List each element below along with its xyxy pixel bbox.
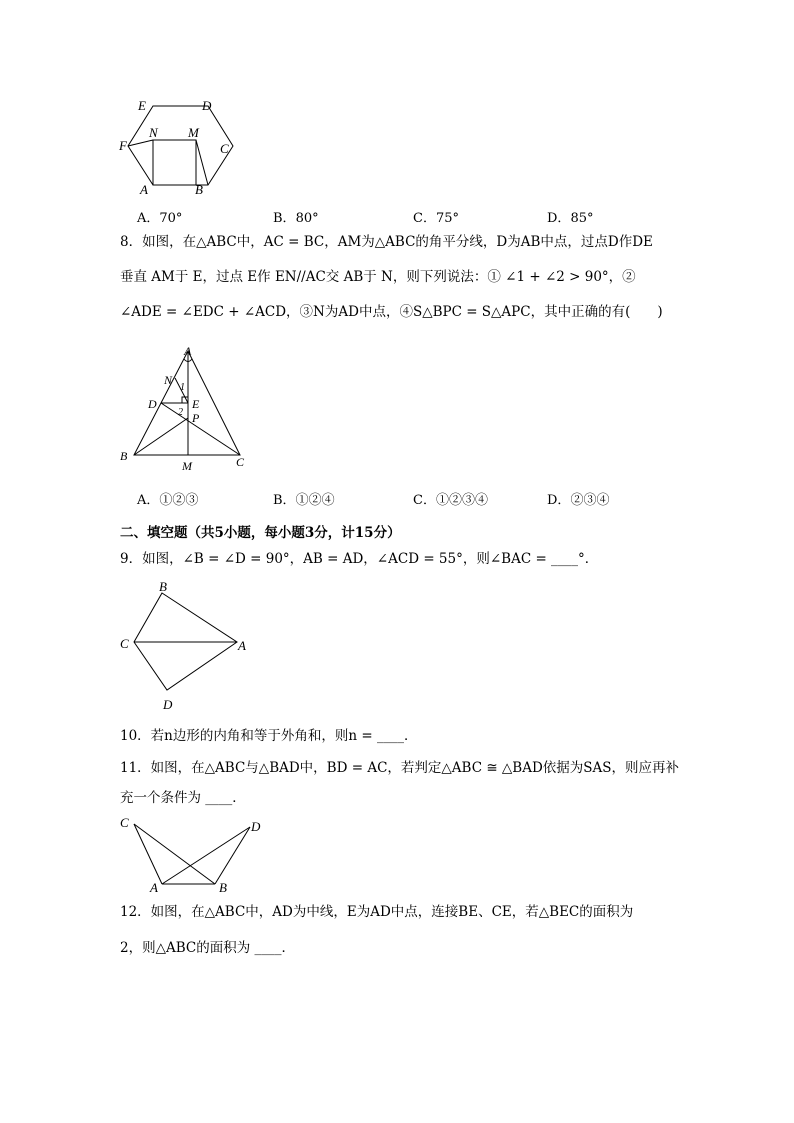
q7-option-a: A．70° [137,211,183,226]
label-e: E [138,98,146,113]
q8-option-d: D．②③④ [547,493,610,508]
label-c: C [120,636,129,651]
label-f: F [119,138,127,153]
crossed-triangles-figure [112,812,272,897]
label-p: P [192,411,200,425]
q8-option-c: C．①②③④ [413,493,488,508]
q12-line-1: 12．如图，在△ABC中，AD为中线，E为AD中点，连接BE、CE，若△BEC的面积为 [120,904,634,920]
hexagon-outline [128,106,233,185]
label-a: A [140,182,148,197]
label-a: A [184,344,192,358]
q8-option-a: A．①②③ [137,493,199,508]
q11-line-2: 充一个条件为 ____． [120,790,246,806]
label-b: B [159,579,167,594]
segment-bd [215,827,250,884]
q11-line-1: 11．如图，在△ABC与△BAD中，BD = AC，若判定△ABC ≅ △BAD依据为SAS，则应再补 [120,760,680,776]
label-d: D [148,397,157,411]
label-m: M [182,459,192,472]
q10-text: 10．若n边形的内角和等于外角和，则n = ____． [120,728,418,744]
label-d: D [202,98,212,113]
segment-mc [196,140,208,185]
label-a: A [238,638,246,653]
kite-figure [112,578,257,713]
q9-text: 9．如图，∠B = ∠D = 90°，AB = AD，∠ACD = 55°，则∠BAC = ____°． [120,551,599,567]
label-b: B [219,880,227,895]
label-2: 2 [178,407,183,418]
q8-option-b: B．①②④ [273,493,335,508]
label-a: A [150,880,158,895]
section-title: 二、填空题（共5小题，每小题3分，计15分） [120,525,401,541]
label-n: N [149,125,158,140]
label-c: C [236,455,245,469]
segment-ad [162,827,250,884]
label-c: C [220,141,229,156]
q8-line-2: 垂直 AM于 E，过点 E作 EN//AC交 AB于 N，则下列说法：① ∠1 + ∠2 > 90°，② [120,269,636,285]
q7-option-d: D．85° [547,211,594,226]
label-m: M [188,125,199,140]
label-n: N [164,373,173,387]
segment-bp [134,418,188,455]
q12-line-2: 2，则△ABC的面积为 ____． [120,940,296,956]
segment-cb [134,824,215,884]
label-e: E [192,397,200,411]
q8-line-1: 8．如图，在△ABC中，AC = BC，AM为△ABC的角平分线，D为AB中点，过点D作DE [120,234,653,250]
segment-dc [161,403,240,455]
segment-ca [134,824,162,884]
label-c: C [120,815,129,830]
hexagon-figure [110,92,250,200]
q7-option-c: C．75° [413,211,459,226]
label-1: 1 [180,382,185,393]
label-d: D [163,697,173,712]
label-b: B [195,182,203,197]
q8-line-3: ∠ADE = ∠EDC + ∠ACD，③N为AD中点，④S△BPC = S△APC，其中正确的有( ) [120,304,663,320]
label-d: D [251,819,261,834]
inner-square [153,140,196,185]
triangle-figure [112,342,257,472]
q7-option-b: B．80° [273,211,319,226]
label-b: B [120,449,128,463]
